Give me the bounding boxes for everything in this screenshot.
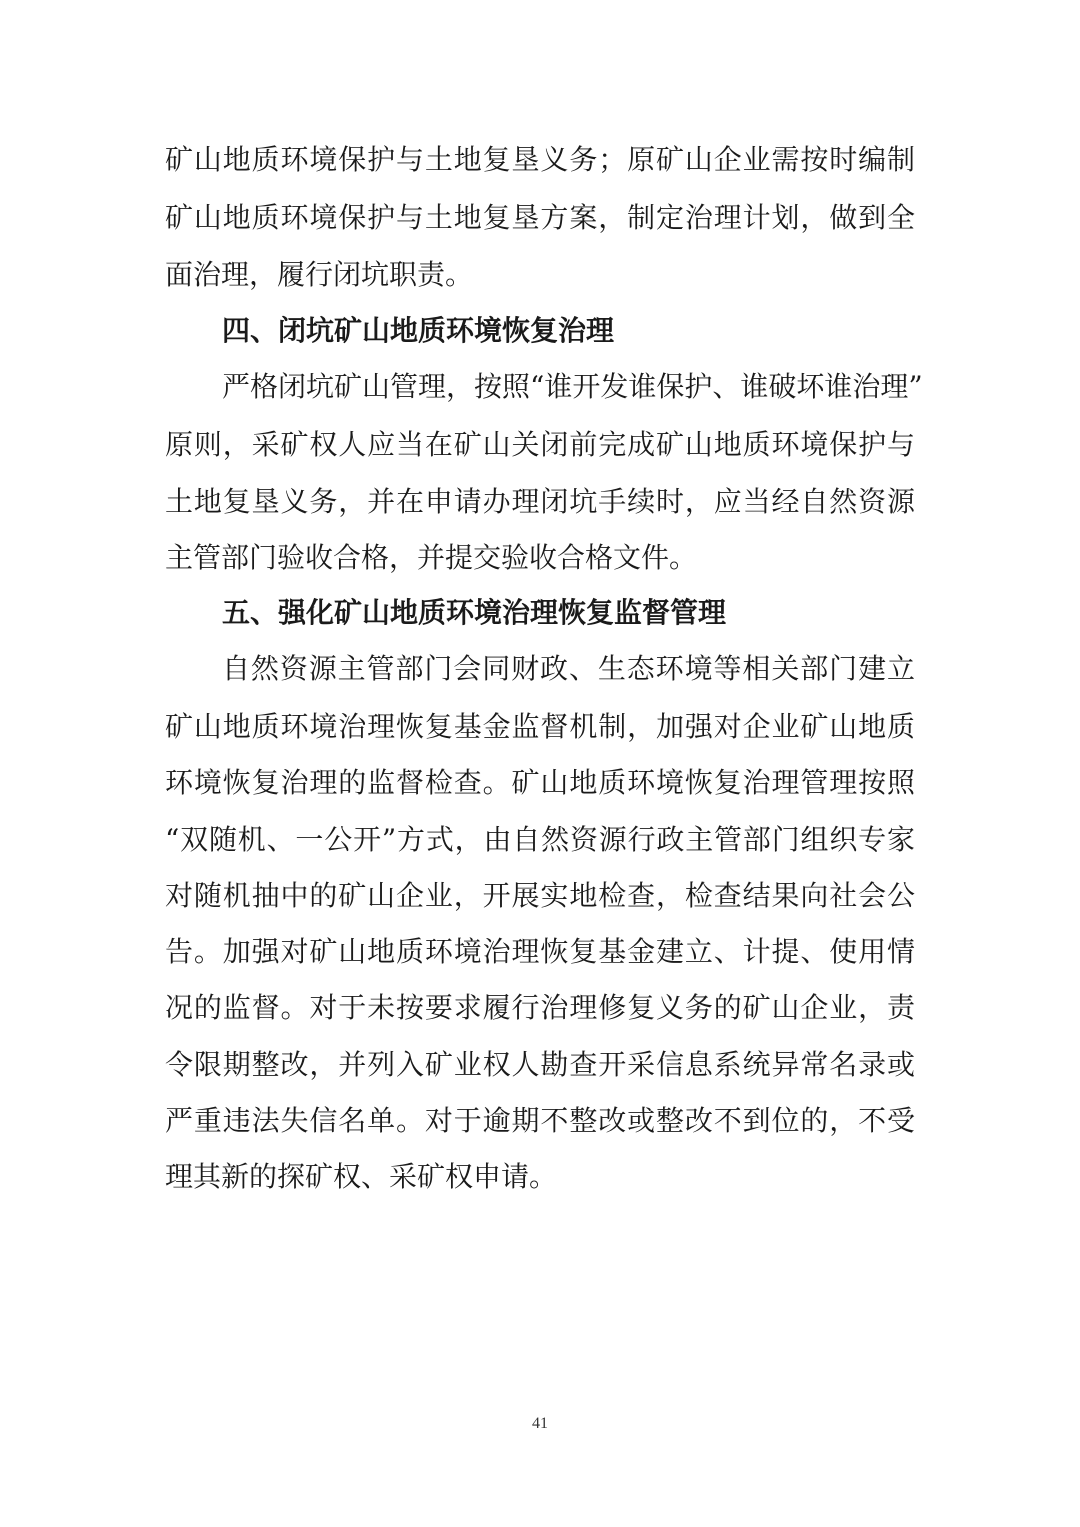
section-heading-5: 五、强化矿山地质环境治理恢复监督管理 [222, 596, 727, 629]
paragraph-line: 土地复垦义务，并在申请办理闭坑手续时，应当经自然资源 [165, 485, 915, 518]
paragraph-line: 严格闭坑矿山管理，按照“谁开发谁保护、谁破坏谁治理” [222, 370, 923, 403]
paragraph-line: 矿山地质环境保护与土地复垦方案，制定治理计划，做到全 [165, 201, 915, 234]
paragraph-line: 理其新的探矿权、采矿权申请。 [165, 1160, 558, 1193]
paragraph-line: 主管部门验收合格，并提交验收合格文件。 [165, 541, 698, 574]
paragraph-line: 告。加强对矿山地质环境治理恢复基金建立、计提、使用情 [165, 935, 915, 968]
paragraph-line: 自然资源主管部门会同财政、生态环境等相关部门建立 [222, 652, 915, 685]
page-number: 41 [532, 1415, 548, 1432]
section-heading-4: 四、闭坑矿山地质环境恢复治理 [222, 314, 615, 347]
paragraph-line: 令限期整改，并列入矿业权人勘查开采信息系统异常名录或 [165, 1048, 915, 1081]
paragraph-line: 矿山地质环境治理恢复基金监督机制，加强对企业矿山地质 [165, 710, 915, 743]
paragraph-line: 对随机抽中的矿山企业，开展实地检查，检查结果向社会公 [165, 879, 915, 912]
paragraph-line: 严重违法失信名单。对于逾期不整改或整改不到位的，不受 [165, 1104, 915, 1137]
paragraph-line: 面治理，履行闭坑职责。 [165, 258, 474, 291]
paragraph-line: 矿山地质环境保护与土地复垦义务；原矿山企业需按时编制 [165, 143, 915, 176]
paragraph-line: 环境恢复治理的监督检查。矿山地质环境恢复治理管理按照 [165, 766, 915, 799]
paragraph-line: 况的监督。对于未按要求履行治理修复义务的矿山企业，责 [165, 991, 915, 1024]
paragraph-line: “双随机、一公开”方式，由自然资源行政主管部门组织专家 [165, 823, 915, 856]
paragraph-line: 原则，采矿权人应当在矿山关闭前完成矿山地质环境保护与 [165, 428, 915, 461]
